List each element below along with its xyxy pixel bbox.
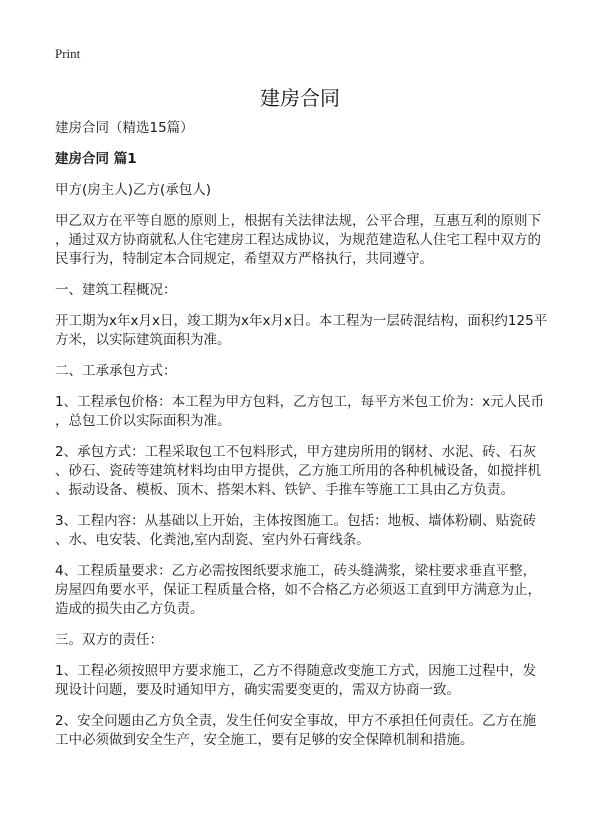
text-line: 1、工程承包价格：本工程为甲方包料，乙方包工，每平方米包工价为：x元人民币 xyxy=(55,394,545,410)
text-line: 现设计问题，要及时通知甲方，确实需要变更的，需双方协商一致。 xyxy=(55,682,460,698)
paragraph xyxy=(55,662,555,700)
paragraph xyxy=(55,712,555,750)
text-line: 方米，以实际建筑面积为准。 xyxy=(55,332,231,348)
text-line: ，总包工价以实际面积为准。 xyxy=(55,413,231,429)
text-line: ，通过双方协商就私人住宅建房工程达成协议，为规范建造私人住宅工程中双方的 xyxy=(55,232,541,248)
paragraph xyxy=(55,119,555,138)
document-title: 建房合同 xyxy=(260,86,340,110)
text-line: 一、建筑工程概况： xyxy=(55,282,177,298)
section-heading xyxy=(55,150,555,169)
paragraph xyxy=(55,443,555,500)
text-line: 、振动设备、模板、顶木、搭架木料、铁铲、手推车等施工工具由乙方负责。 xyxy=(55,482,514,498)
text-line: 甲乙双方在平等自愿的原则上，根据有关法律法规，公平合理，互惠互利的原则下 xyxy=(55,213,541,229)
text-line: 三。双方的责任： xyxy=(55,632,163,648)
print-link[interactable]: Print xyxy=(55,46,81,61)
text-line: 开工期为x年x月x日，竣工期为x年x月x日。本工程为一层砖混结构，面积约125平 xyxy=(55,313,548,329)
paragraph xyxy=(55,212,555,269)
paragraph xyxy=(55,562,555,619)
paragraph xyxy=(55,512,555,550)
paragraph xyxy=(55,181,555,200)
text-line: 民事行为，特制定本合同规定，希望双方严格执行，共同遵守。 xyxy=(55,251,433,267)
text-line: 2、安全问题由乙方负全责，发生任何安全事故，甲方不承担任何责任。乙方在施 xyxy=(55,713,537,729)
paragraph xyxy=(55,281,555,300)
text-line: 2、承包方式：工程采取包工不包料形式，甲方建房所用的钢材、水泥、砖、石灰 xyxy=(55,444,537,460)
paragraph xyxy=(55,362,555,381)
text-line: 、砂石、瓷砖等建筑材料均由甲方提供，乙方施工所用的各种机械设备，如搅拌机 xyxy=(55,463,541,479)
text-line: 建房合同（精选15篇） xyxy=(55,120,194,136)
text-line: 1、工程必须按照甲方要求施工，乙方不得随意改变施工方式，因施工过程中，发 xyxy=(55,663,537,679)
text-line: 4、工程质量要求：乙方必需按图纸要求施工，砖头缝满浆，梁柱要求垂直平整， xyxy=(55,563,537,579)
paragraph xyxy=(55,631,555,650)
text-line: 造成的损失由乙方负责。 xyxy=(55,601,204,617)
text-line: 工中必须做到安全生产，安全施工，要有足够的安全保障机制和措施。 xyxy=(55,732,474,748)
text-line: 二、工承承包方式： xyxy=(55,363,177,379)
paragraph xyxy=(55,393,555,431)
document-body xyxy=(55,119,555,762)
text-line: 3、工程内容：从基础以上开始，主体按图施工。包括：地板、墙体粉刷、贴瓷砖 xyxy=(55,513,537,529)
text-line: 甲方(房主人)乙方(承包人) xyxy=(55,182,212,198)
text-line: 、水、电安装、化粪池,室内刮瓷、室内外石膏线条。 xyxy=(55,532,370,548)
text-line: 建房合同 篇1 xyxy=(55,151,137,167)
paragraph xyxy=(55,312,555,350)
text-line: 房屋四角要水平，保证工程质量合格，如不合格乙方必须返工直到甲方满意为止， xyxy=(55,582,541,598)
